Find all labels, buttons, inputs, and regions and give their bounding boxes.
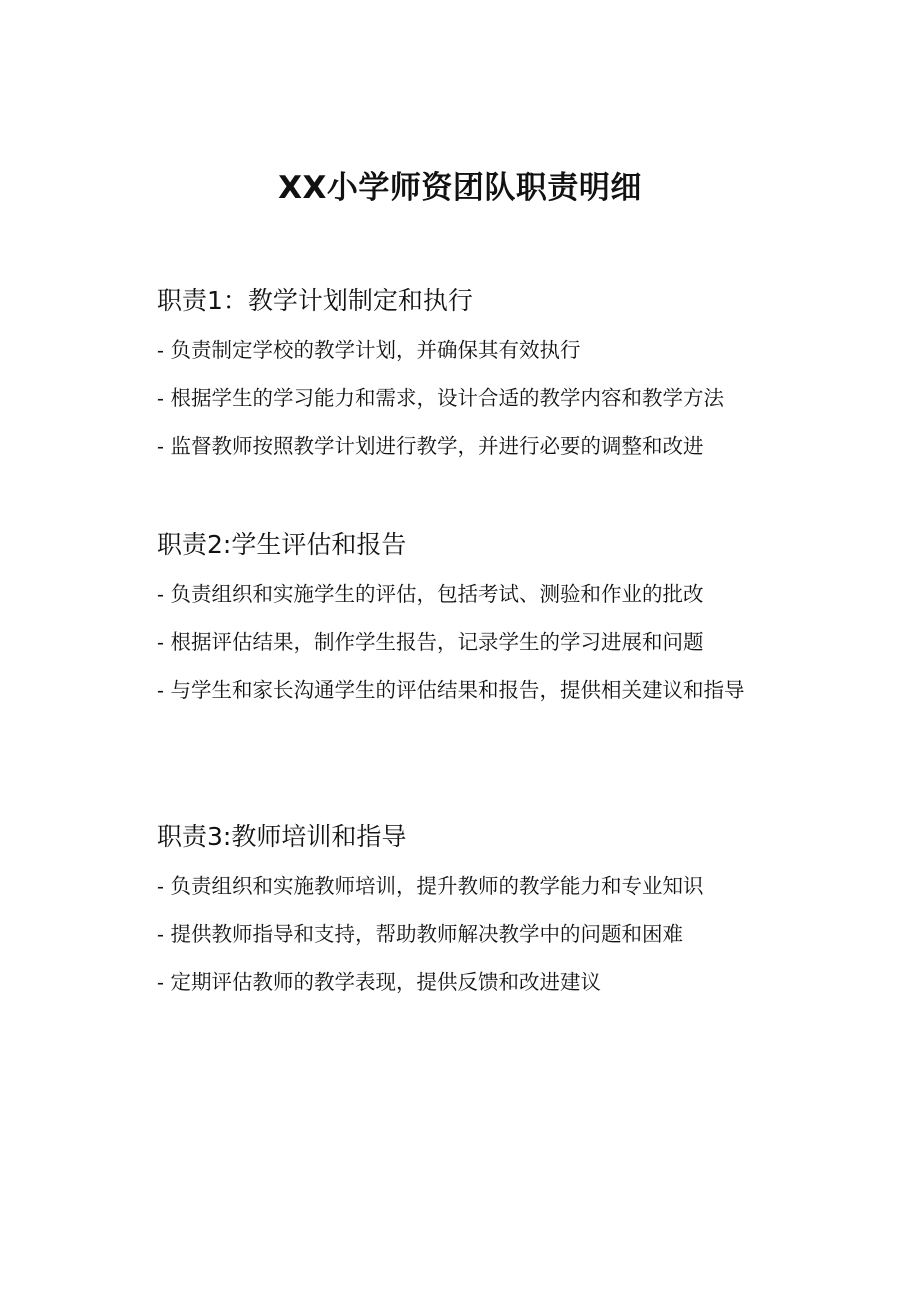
document-title: XX小学师资团队职责明细 xyxy=(278,170,642,206)
section-1-item-1: - 负责制定学校的教学计划，并确保其有效执行 xyxy=(157,338,581,362)
section-2-item-1: - 负责组织和实施学生的评估，包括考试、测验和作业的批改 xyxy=(157,582,704,606)
section-2-item-3: - 与学生和家长沟通学生的评估结果和报告，提供相关建议和指导 xyxy=(157,678,745,702)
section-3-item-2: - 提供教师指导和支持，帮助教师解决教学中的问题和困难 xyxy=(157,922,683,946)
section-1-item-2: - 根据学生的学习能力和需求，设计合适的教学内容和教学方法 xyxy=(157,386,724,410)
section-2-item-2: - 根据评估结果，制作学生报告，记录学生的学习进展和问题 xyxy=(157,630,704,654)
section-1-heading: 职责1：教学计划制定和执行 xyxy=(157,286,473,315)
section-3-heading: 职责3:教师培训和指导 xyxy=(157,822,407,851)
section-2-heading: 职责2:学生评估和报告 xyxy=(157,530,407,559)
section-3-item-3: - 定期评估教师的教学表现，提供反馈和改进建议 xyxy=(157,970,601,994)
section-1-item-3: - 监督教师按照教学计划进行教学，并进行必要的调整和改进 xyxy=(157,434,704,458)
section-3-item-1: - 负责组织和实施教师培训，提升教师的教学能力和专业知识 xyxy=(157,874,704,898)
